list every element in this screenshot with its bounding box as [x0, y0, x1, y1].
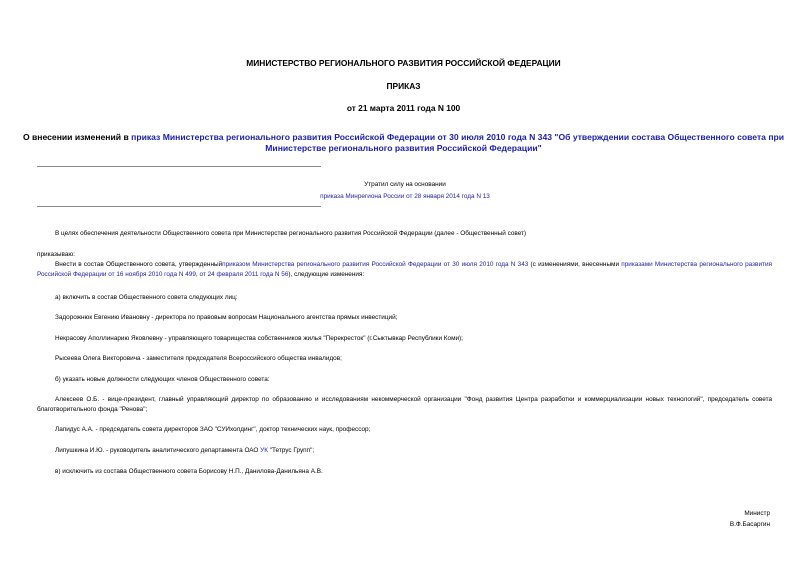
- intro-paragraph: В целях обеспечения деятельности Общественного совета при Министерстве регионального развития Российской Федерации (далее - Общественный совет): [55, 230, 527, 237]
- paragraph-changes: [37, 260, 772, 279]
- date-number-heading: от 21 марта 2011 года N 100: [346, 103, 461, 113]
- orders-amend-link[interactable]: приказами Министерства регионального развития Российской Федерации от 16 ноября 2010 года N 499, от 24 февраля 2011 года N 56: [37, 261, 772, 278]
- divider-top: [37, 166, 321, 167]
- changes-text-c: ), следующие изменения:: [288, 270, 365, 278]
- lipushkina-text-b: "Тетрус Групп";: [267, 447, 315, 454]
- changes-text-a: Внести в состав Общественного совета, утвержденный: [55, 261, 223, 268]
- item-v-exclude: в) исключить из состава Общественного совета Борисову Н.П., Данилова-Данильяна А.В.: [55, 468, 323, 475]
- title-order-link[interactable]: приказ Министерства регионального развития Российской Федерации от 30 июля 2010 года N 343 "Об утверждении состава Общественного совета при Министерстве регионального развития Российской Федерации": [131, 132, 785, 153]
- status-note-text: Утратил силу на основании: [364, 181, 446, 188]
- signature-name: В.Ф.Басаргин: [729, 521, 770, 528]
- status-note: [290, 179, 520, 203]
- item-b-positions: б) указать новые должности следующих членов Общественного совета:: [55, 376, 270, 383]
- title-prefix: О внесении изменений в: [22, 132, 132, 142]
- uk-link[interactable]: УК: [260, 447, 268, 454]
- person-zadorozhnyuk: Задорожнюк Евгению Ивановну - директора по правовым вопросам Национального агентства прямых инвестиций;: [55, 314, 398, 321]
- changes-text-b: (с изменениями, внесенными: [528, 261, 622, 268]
- person-nekrasova: Некрасову Аполлинарию Яковлевну - управляющего товарищества собственников жилья "Перекресток" (г.Сыктывкар Республики Коми);: [55, 335, 463, 342]
- ministry-heading: МИНИСТЕРСТВО РЕГИОНАЛЬНОГО РАЗВИТИЯ РОССИЙСКОЙ ФЕДЕРАЦИИ: [246, 58, 561, 68]
- status-note-link[interactable]: приказа Минрегиона России от 28 января 2014 года N 13: [320, 193, 490, 200]
- divider-bottom: [37, 206, 321, 207]
- member-lapidus: Лапидус А.А. - председатель совета директоров ЗАО "СУИхолдинг", доктор технических наук, профессор;: [55, 426, 371, 433]
- person-ryseev: Рысеева Олега Викторовича - заместителя председателя Всероссийского общества инвалидов;: [55, 355, 342, 362]
- item-a-include: а) включить в состав Общественного совета следующих лиц:: [55, 294, 238, 301]
- signature-block: [620, 508, 770, 530]
- member-lipushkina: [55, 446, 772, 456]
- member-alekseev: Алексеев О.Б. - вице-президент, главный управляющий директор по образованию и исследованиям некоммерческой организации "Фонд развития Центра разработки и коммерциализации новых технологий", председатель совета благотворительного фонда "Ренова";: [37, 396, 772, 413]
- doc-type-heading: ПРИКАЗ: [386, 81, 421, 91]
- document-title: [0, 132, 807, 154]
- signature-position: Министр: [744, 510, 770, 517]
- order-343-link[interactable]: приказом Министерства регионального развития Российской Федерации от 30 июля 2010 года N 343: [222, 261, 529, 268]
- lipushkina-text-a: Липушкина И.Ю. - руководитель аналитического департамента ОАО: [55, 447, 261, 454]
- orders-word: приказываю:: [37, 251, 75, 258]
